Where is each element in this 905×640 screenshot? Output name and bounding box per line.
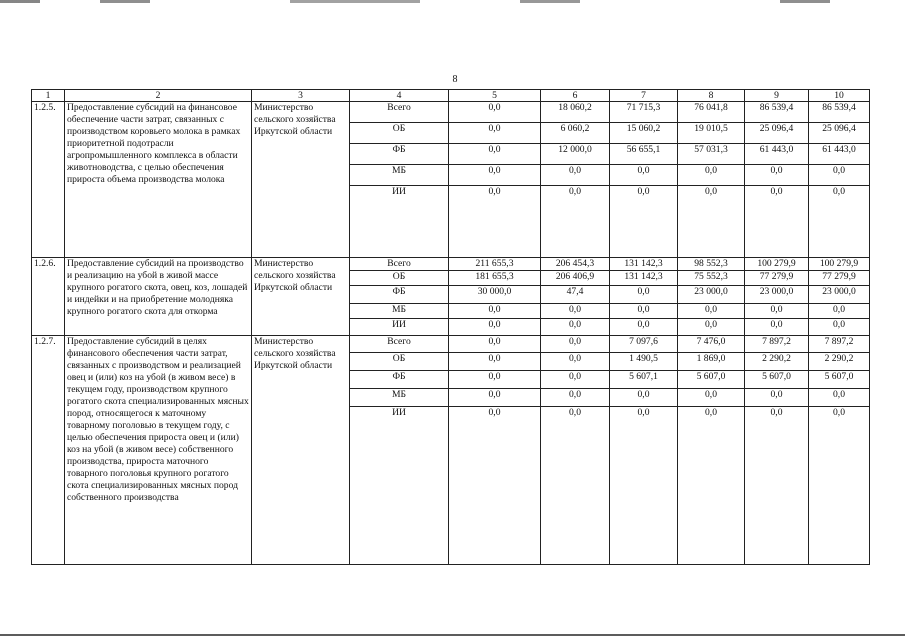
funding-value: 18 060,2 <box>541 102 610 123</box>
funding-source: ФБ <box>350 144 449 165</box>
funding-value: 0,0 <box>809 407 870 565</box>
funding-value: 206 454,3 <box>541 258 610 271</box>
funding-value: 0,0 <box>449 371 541 389</box>
funding-value: 2 290,2 <box>745 353 809 371</box>
funding-value: 30 000,0 <box>449 286 541 304</box>
funding-value: 0,0 <box>809 304 870 319</box>
funding-value: 19 010,5 <box>678 123 745 144</box>
funding-value: 0,0 <box>541 336 610 353</box>
column-header-1: 1 <box>32 90 65 102</box>
funding-value: 0,0 <box>449 123 541 144</box>
funding-source: МБ <box>350 304 449 319</box>
funding-value: 0,0 <box>541 371 610 389</box>
funding-value: 0,0 <box>809 165 870 186</box>
funding-value: 0,0 <box>541 389 610 407</box>
funding-value: 100 279,9 <box>809 258 870 271</box>
funding-value: 56 655,1 <box>610 144 678 165</box>
funding-value: 76 041,8 <box>678 102 745 123</box>
funding-value: 0,0 <box>449 353 541 371</box>
responsible-organization: Министерство сельского хозяйства Иркутской области <box>252 336 350 565</box>
funding-value: 25 096,4 <box>745 123 809 144</box>
funding-value: 0,0 <box>678 165 745 186</box>
funding-value: 0,0 <box>678 389 745 407</box>
funding-value: 0,0 <box>745 407 809 565</box>
funding-value: 206 406,9 <box>541 271 610 286</box>
column-header-6: 6 <box>541 90 610 102</box>
funding-value: 0,0 <box>809 389 870 407</box>
funding-source: Всего <box>350 336 449 353</box>
funding-source: Всего <box>350 258 449 271</box>
funding-value: 0,0 <box>449 144 541 165</box>
funding-value: 86 539,4 <box>745 102 809 123</box>
funding-value: 0,0 <box>745 304 809 319</box>
funding-value: 0,0 <box>745 165 809 186</box>
funding-value: 0,0 <box>541 186 610 258</box>
funding-value: 77 279,9 <box>809 271 870 286</box>
funding-value: 0,0 <box>541 353 610 371</box>
funding-value: 0,0 <box>809 186 870 258</box>
column-number-row <box>32 90 870 102</box>
funding-value: 0,0 <box>809 319 870 336</box>
funding-value: 0,0 <box>678 407 745 565</box>
funding-value: 0,0 <box>449 186 541 258</box>
funding-value: 0,0 <box>449 319 541 336</box>
funding-source: Всего <box>350 102 449 123</box>
funding-value: 211 655,3 <box>449 258 541 271</box>
funding-source: МБ <box>350 389 449 407</box>
funding-value: 5 607,0 <box>745 371 809 389</box>
funding-value: 0,0 <box>610 304 678 319</box>
funding-value: 7 897,2 <box>809 336 870 353</box>
table-body <box>32 90 870 565</box>
funding-value: 0,0 <box>610 165 678 186</box>
funding-value: 0,0 <box>678 319 745 336</box>
funding-value: 181 655,3 <box>449 271 541 286</box>
funding-value: 1 490,5 <box>610 353 678 371</box>
funding-value: 7 476,0 <box>678 336 745 353</box>
funding-value: 0,0 <box>610 407 678 565</box>
funding-value: 0,0 <box>541 407 610 565</box>
funding-value: 0,0 <box>449 165 541 186</box>
funding-source: ОБ <box>350 353 449 371</box>
funding-value: 0,0 <box>541 319 610 336</box>
funding-value: 71 715,3 <box>610 102 678 123</box>
table-row <box>32 258 870 271</box>
funding-source: ОБ <box>350 123 449 144</box>
funding-source: ФБ <box>350 286 449 304</box>
funding-value: 0,0 <box>745 319 809 336</box>
funding-value: 12 000,0 <box>541 144 610 165</box>
measure-name: Предоставление субсидий на финансовое обеспечение части затрат, связанных с производством коровьего молока в рамках приоритетной подотрасли агропромышленного комплекса в области животноводства, с целью обеспечения прироста объема производства молока <box>65 102 252 258</box>
funding-value: 7 097,6 <box>610 336 678 353</box>
table-row <box>32 336 870 353</box>
funding-value: 0,0 <box>449 102 541 123</box>
column-header-10: 10 <box>809 90 870 102</box>
table-row <box>32 102 870 123</box>
funding-value: 5 607,1 <box>610 371 678 389</box>
funding-value: 57 031,3 <box>678 144 745 165</box>
funding-value: 0,0 <box>745 389 809 407</box>
column-header-5: 5 <box>449 90 541 102</box>
funding-value: 23 000,0 <box>745 286 809 304</box>
column-header-8: 8 <box>678 90 745 102</box>
funding-value: 0,0 <box>610 389 678 407</box>
funding-value: 0,0 <box>610 319 678 336</box>
funding-value: 15 060,2 <box>610 123 678 144</box>
funding-value: 0,0 <box>678 304 745 319</box>
funding-value: 23 000,0 <box>809 286 870 304</box>
measure-code: 1.2.6. <box>32 258 65 336</box>
funding-source: ОБ <box>350 271 449 286</box>
funding-value: 0,0 <box>610 186 678 258</box>
measure-code: 1.2.5. <box>32 102 65 258</box>
funding-value: 23 000,0 <box>678 286 745 304</box>
funding-value: 61 443,0 <box>745 144 809 165</box>
funding-source: ИИ <box>350 186 449 258</box>
measure-name: Предоставление субсидий на производство и реализацию на убой в живой массе крупного рогатого скота, овец, коз, лошадей и индейки и на приобретение молодняка крупного рогатого скота для откорма <box>65 258 252 336</box>
budget-table <box>31 89 870 565</box>
funding-value: 131 142,3 <box>610 258 678 271</box>
funding-value: 5 607,0 <box>809 371 870 389</box>
funding-value: 0,0 <box>678 186 745 258</box>
funding-value: 0,0 <box>745 186 809 258</box>
funding-value: 0,0 <box>610 286 678 304</box>
funding-source: ИИ <box>350 319 449 336</box>
scan-artifact-top <box>0 0 905 3</box>
funding-value: 131 142,3 <box>610 271 678 286</box>
funding-value: 1 869,0 <box>678 353 745 371</box>
responsible-organization: Министерство сельского хозяйства Иркутской области <box>252 102 350 258</box>
column-header-3: 3 <box>252 90 350 102</box>
funding-value: 0,0 <box>449 389 541 407</box>
column-header-7: 7 <box>610 90 678 102</box>
measure-name: Предоставление субсидий в целях финансового обеспечения части затрат, связанных с производством и реализацией овец и (или) коз на убой (в живом весе) в текущем году, производством крупного рогатого скота специализированных мясных пород, относящегося к маточному товарному поголовью в текущем году, с целью обеспечения прироста овец и (или) коз на убой (в живом весе) собственного производства, прироста маточного товарного поголовья крупного рогатого скота специализированных мясных пород собственного производства <box>65 336 252 565</box>
funding-value: 2 290,2 <box>809 353 870 371</box>
funding-value: 98 552,3 <box>678 258 745 271</box>
funding-value: 61 443,0 <box>809 144 870 165</box>
funding-value: 6 060,2 <box>541 123 610 144</box>
column-header-2: 2 <box>65 90 252 102</box>
funding-value: 86 539,4 <box>809 102 870 123</box>
funding-source: ФБ <box>350 371 449 389</box>
funding-value: 47,4 <box>541 286 610 304</box>
column-header-9: 9 <box>745 90 809 102</box>
page-number: 8 <box>452 74 458 85</box>
measure-code: 1.2.7. <box>32 336 65 565</box>
funding-value: 0,0 <box>449 304 541 319</box>
funding-value: 77 279,9 <box>745 271 809 286</box>
responsible-organization: Министерство сельского хозяйства Иркутской области <box>252 258 350 336</box>
scan-artifact-bottom <box>0 634 905 636</box>
funding-value: 0,0 <box>541 304 610 319</box>
funding-value: 0,0 <box>541 165 610 186</box>
funding-source: ИИ <box>350 407 449 565</box>
funding-value: 0,0 <box>449 407 541 565</box>
funding-value: 7 897,2 <box>745 336 809 353</box>
funding-value: 5 607,0 <box>678 371 745 389</box>
funding-value: 0,0 <box>449 336 541 353</box>
funding-value: 25 096,4 <box>809 123 870 144</box>
funding-value: 100 279,9 <box>745 258 809 271</box>
column-header-4: 4 <box>350 90 449 102</box>
funding-source: МБ <box>350 165 449 186</box>
funding-value: 75 552,3 <box>678 271 745 286</box>
